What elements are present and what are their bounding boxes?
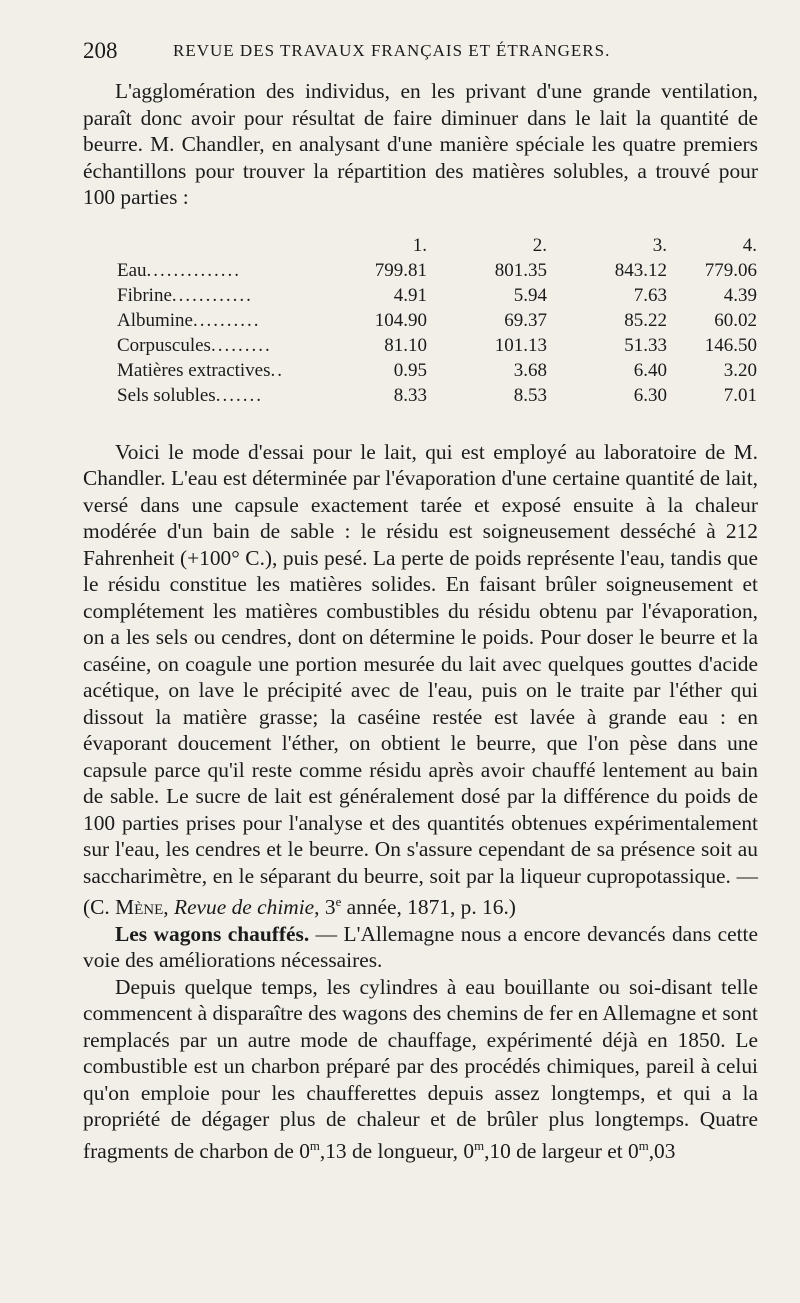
citation-journal: Revue de chimie	[174, 895, 315, 920]
paragraph-4	[83, 974, 758, 1165]
table-cell: 6.30	[633, 385, 667, 406]
table-cell: 146.50	[704, 335, 757, 356]
table-cell: 51.33	[624, 335, 667, 356]
row-label-cell	[117, 360, 284, 382]
paragraph-2-text: Voici le mode d'essai pour le lait, qui est employé au laboratoire de M. Chandler. L'eau est déterminée par l'évaporation d'une certaine quantité de lait, versé dans une capsule exactement tarée et exposé ensuite à la chaleur modérée d'un bain de sable : le résidu est soigneusement desséché à 212 Fahrenheit (+100° C.), puis pesé. La perte de poids représente l'eau, tandis que le résidu constitue les matières solides. En faisant brûler soigneusement et complétement les matières combustibles du résidu obtenu par l'évaporation, on a les sels ou cendres, dont on détermine le poids. Pour doser le beurre et la caséine, on coagule une portion mesurée du lait avec quelques gouttes d'acide acétique, on lave le précipité avec de l'eau, puis on le traite par l'éther qui dissout la matière grasse; la caséine restée est lavée à grande eau : en évaporant doucement l'éther, on obtient le beurre, que l'on pèse dans une capsule parce qu'il reste comme résidu après avoir chauffé lentement au bain de sable. Le sucre de lait est généralement dosé par la différence du poids de 100 parties prises pour l'analyse et des quantités obtenues expérimentalement sur l'eau, les cendres et le beurre. On s'assure cependant de sa présence soit au saccharimètre, en le séparant du beurre, soit par la liqueur cupropotassique. — (C.	[83, 439, 758, 920]
table-header-row	[117, 235, 757, 260]
table-row	[117, 310, 757, 335]
row-label: Albumine	[117, 310, 193, 331]
table-cell: 8.33	[393, 385, 427, 406]
table-cell: 81.10	[384, 335, 427, 356]
paragraph-2: Voici le mode d'essai pour le lait, qui est employé au laboratoire de M. Chandler. L'eau est déterminée par l'évaporation d'une certaine quantité de lait, versé dans une capsule exactement tarée et exposé ensuite à la chaleur modérée d'un bain de sable : le résidu est soigneusement desséché à 212 Fahrenheit (+100° C.), puis pesé. La perte de poids représente l'eau, tandis que le résidu constitue les matières solides. En faisant brûler soigneusement et complétement les matières combustibles du résidu obtenu par l'évaporation, on a les sels ou cendres, dont on détermine le poids. Pour doser le beurre et la caséine, on coagule une portion mesurée du lait avec quelques gouttes d'acide acétique, on lave le précipité avec de l'eau, puis on le traite par l'éther qui dissout la matière grasse; la caséine restée est lavée à grande eau : en évaporant doucement l'éther, on obtient le beurre, que l'on pèse dans une capsule parce qu'il reste comme résidu après avoir chauffé lentement au bain de sable. Le sucre de lait est généralement dosé par la différence du poids de 100 parties prises pour l'analyse et des quantités obtenues expérimentalement sur l'eau, les cendres et le beurre. On s'assure cependant de sa présence soit au saccharimètre, en le séparant du beurre, soit par la liqueur cupropotassique. — (C. Mène, Revue de chimie, 3e année, 1871, p. 16.)	[83, 439, 758, 920]
table-cell: 0.95	[393, 360, 427, 381]
row-label: Eau	[117, 260, 147, 281]
table-cell: 779.06	[704, 260, 757, 281]
row-dots: ............	[171, 285, 253, 306]
table-row	[117, 385, 757, 410]
row-label-cell	[117, 385, 263, 407]
table-row	[117, 335, 757, 360]
table-row	[117, 285, 757, 310]
citation-edition-rest: année, 1871, p. 16.)	[341, 895, 516, 920]
table-cell: 801.35	[494, 260, 547, 281]
table-cell: 7.01	[723, 385, 757, 406]
table-cell: 843.12	[614, 260, 667, 281]
table-cell: 5.94	[513, 285, 547, 306]
table-cell: 4.91	[393, 285, 427, 306]
table-cell: 6.40	[633, 360, 667, 381]
table-cell: 85.22	[624, 310, 667, 331]
row-dots: ..........	[193, 310, 261, 331]
unit-m-3: m	[638, 1138, 649, 1153]
measure-1: ,13 de longueur, 0	[319, 1138, 475, 1163]
table-cell: 3.20	[723, 360, 757, 381]
section-heading: Les wagons chauffés.	[115, 921, 310, 946]
paragraph-3	[83, 921, 758, 974]
paragraph-3-text: — L'Allemagne nous a encore devancés dans cette voie des améliorations nécessaires.	[83, 921, 758, 973]
paragraph-4-text: Depuis quelque temps, les cylindres à eau bouillante ou soi-disant telle commencent à disparaître des wagons des chemins de fer en Allemagne et sont remplacés par un autre mode de chauffage, expérimenté déjà en 1850. Le combustible est un charbon préparé par des procédés chimiques, pareil à celui qu'on emploie pour les chaufferettes depuis assez longtemps, et qui a la propriété de dégager plus de chaleur et de brûler plus longtemps. Quatre fragments de charbon de 0	[83, 974, 758, 1163]
table-column-header: 4.	[742, 235, 757, 256]
row-label: Fibrine	[117, 285, 172, 306]
table-cell: 799.81	[374, 260, 427, 281]
row-dots: .........	[210, 335, 272, 356]
unit-m-1: m	[309, 1138, 320, 1153]
citation-edition-num: 3	[324, 895, 336, 920]
table-cell: 104.90	[374, 310, 427, 331]
composition-table	[117, 235, 757, 410]
page-header	[83, 36, 763, 66]
citation-author: Mène	[115, 895, 164, 920]
row-label-cell	[117, 310, 261, 332]
table-cell: 4.39	[723, 285, 757, 306]
table-cell: 69.37	[504, 310, 547, 331]
measure-2: ,10 de largeur et 0	[484, 1138, 639, 1163]
unit-m-2: m	[474, 1138, 485, 1153]
page-number: 208	[83, 38, 118, 63]
citation-edition-sup: e	[335, 895, 342, 909]
table-cell: 60.02	[714, 310, 757, 331]
measure-3: ,03	[648, 1138, 676, 1163]
row-label-cell	[117, 335, 272, 357]
table-cell: 101.13	[494, 335, 547, 356]
table-column-header: 2.	[532, 235, 547, 256]
row-dots: .......	[215, 385, 263, 406]
table-column-header: 3.	[652, 235, 667, 256]
row-label-cell	[117, 285, 253, 307]
row-label: Sels solubles	[117, 385, 216, 406]
paragraph-1: L'agglomération des individus, en les privant d'une grande ventilation, paraît donc avoir pour résultat de faire diminuer dans le lait la quantité de beurre. M. Chandler, en analysant d'une manière spéciale les quatre premiers échantillons pour trouver la répartition des matières solubles, a trouvé pour 100 parties :	[83, 79, 758, 209]
table-cell: 3.68	[513, 360, 547, 381]
row-label: Matières extractives	[117, 360, 271, 381]
running-head: REVUE DES TRAVAUX FRANÇAIS ET ÉTRANGERS.	[173, 41, 611, 60]
table-column-header: 1.	[412, 235, 427, 256]
table-cell: 8.53	[513, 385, 547, 406]
table-row	[117, 260, 757, 285]
table-row	[117, 360, 757, 385]
row-label-cell	[117, 260, 241, 282]
table-cell: 7.63	[633, 285, 667, 306]
row-dots: ..	[270, 360, 285, 381]
row-dots: ..............	[146, 260, 242, 281]
row-label: Corpuscules	[117, 335, 211, 356]
